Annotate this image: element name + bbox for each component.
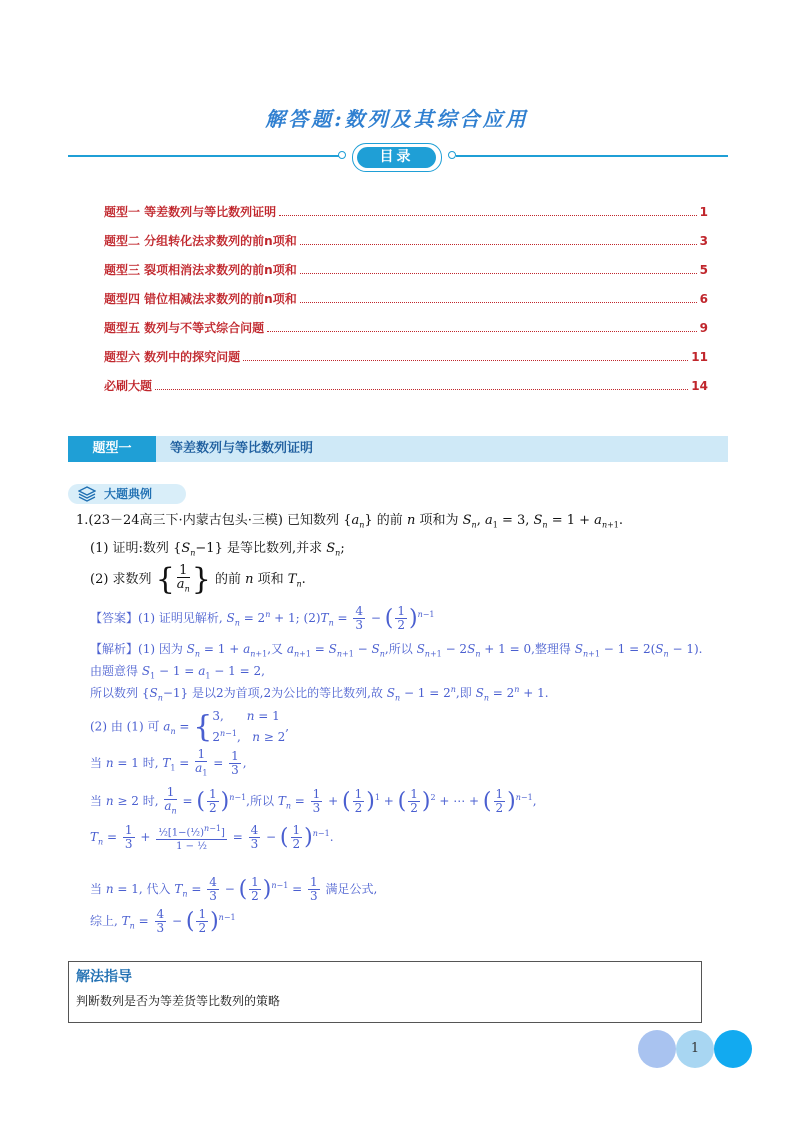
toc-item-label: 题型一 等差数列与等比数列证明: [104, 205, 277, 219]
answer-line: 【答案】(1) 证明见解析, $S_n = 2^n + 1$; $(2)T_n$ = $\frac{4}{3}$ − ( $\frac{1}{2}$ )$^{n-1}$: [90, 604, 435, 632]
toc-item-label: 必刷大题: [104, 379, 153, 393]
solution-line: 所以数列 $\{S_n-1\}$ 是以2为首项,2为公比的等比数列,故 $S_n - 1 = 2^n$,即 $S_n = 2^n + 1$.: [90, 685, 549, 703]
toc-item[interactable]: [104, 377, 708, 397]
toc-leader-dots: [300, 293, 697, 303]
solution-line: 由题意得 $S_1 - 1 = a_1 - 1 = 2$,: [90, 664, 265, 681]
solution-text: 代入: [146, 882, 171, 896]
solution-text: 时,: [142, 756, 159, 771]
toc-item-page: 3: [699, 234, 708, 248]
solution-line: 综上, $T_n$ = $\frac{4}{3}$ − ( $\frac{1}{2}$ )$^{n-1}$: [90, 907, 236, 935]
problem-text: (1) 证明:数列: [90, 541, 169, 556]
analysis-line: 【解析】(1) 因为 $S_n = 1 + a_{n+1}$,又 $a_{n+1} = S_{n+1} - S_n$,所以 $S_{n+1} - 2S_n + 1 = 0$,整理得 $S_{n+1} - 1 = 2(S_n - 1)$.: [90, 642, 703, 659]
solution-line: 当 n = 1, 代入 $T_n$ = $\frac{4}{3}$ − ( $\frac{1}{2}$ )$^{n-1}$ = $\frac{1}{3}$ 满足公式,: [90, 875, 378, 903]
toc-item-page: 5: [699, 263, 708, 277]
method-title: 解法指导: [76, 969, 132, 985]
section-tag: 题型一: [68, 436, 156, 462]
toc-item[interactable]: [104, 261, 708, 281]
problem-part-1: (1) 证明:数列 $\{S_n-1\}$ 是等比数列,并求 $S_n$;: [90, 541, 345, 558]
toc-leader-dots: [300, 235, 697, 245]
solution-text: 所以数列: [90, 686, 139, 700]
section-header-bar: [68, 436, 728, 462]
solution-text: 综上,: [90, 914, 118, 928]
solution-text: 当: [90, 794, 103, 809]
problem-text: (2) 求数列: [90, 572, 152, 587]
toc-item[interactable]: [104, 203, 708, 223]
toc-leader-dots: [279, 206, 696, 216]
layers-icon: [78, 486, 96, 502]
analysis-tag: 【解析】: [90, 642, 139, 656]
toc-item[interactable]: [104, 290, 708, 310]
solution-line: 当 n ≥ 2 时, $\frac{1}{a_n}$ = ( $\frac{1}{2}$ )$^{n-1}$,所以 $T_n$ = $\frac{1}{3}$ + ( $\frac{1}{2}$ )$^1$ + ( $\frac{1}{2}$ )$^2$ + ⋯ + ( $\frac{1}{2}$ )$^{n-1}$,: [90, 785, 537, 816]
toc-item[interactable]: [104, 319, 708, 339]
solution-text: (1) 因为: [138, 642, 183, 656]
toc-item-page: 9: [699, 321, 708, 335]
answer-tag: 【答案】: [90, 611, 139, 625]
solution-text: 时,: [142, 794, 159, 809]
toc-item-page: 14: [691, 379, 708, 393]
toc-item-label: 题型六 数列中的探究问题: [104, 350, 241, 364]
solution-text: 由题意得: [90, 664, 139, 678]
toc-item[interactable]: [104, 232, 708, 252]
toc-item[interactable]: [104, 348, 708, 368]
problem-text: 的前: [214, 572, 241, 587]
circle-icon: [338, 151, 346, 159]
toc-item-page: 6: [699, 292, 708, 306]
problem-stem: 1.(23－24高三下·内蒙古包头·三模) 已知数列 $\{a_n\}$ 的前 n 项和为 $S_n$, $a_1 = 3$, $S_n = 1 + a_{n+1}$.: [76, 513, 624, 530]
problem-number: 1.: [76, 513, 89, 528]
solution-text: (2): [303, 611, 321, 625]
solution-text: ,又: [267, 642, 284, 656]
solution-text: ,所以: [384, 642, 413, 656]
toc-item-label: 题型四 错位相减法求数列的前n项和: [104, 292, 297, 306]
toc-item-page: 11: [691, 350, 708, 364]
problem-part-2: (2) 求数列 { $\frac{1}{a_n}$ } 的前 n 项和 $T_n$.: [90, 562, 306, 597]
solution-text: 当: [90, 882, 103, 896]
problem-text: 的前: [376, 513, 403, 528]
solution-text: ,即: [455, 686, 472, 700]
example-label: 大题典例: [104, 487, 153, 501]
problem-source: (23－24高三下·内蒙古包头·三模): [88, 513, 283, 528]
toc-leader-dots: [300, 264, 697, 274]
problem-text: 是等比数列,并求: [226, 541, 323, 556]
solution-line: (2) 由 (1) 可 $a_n = \{3$, n = 1 $2^{n-1}$, n ≥ 2,: [90, 709, 290, 745]
page-title: 解答题:数列及其综合应用: [265, 107, 529, 131]
solution-text: 是以2为首项,2为公比的等比数列,故: [192, 686, 383, 700]
solution-text: ,所以: [246, 794, 274, 809]
page-number: 1: [676, 1030, 714, 1068]
toc-leader-dots: [155, 380, 688, 390]
solution-line: 当 n = 1 时, $T_1$ = $\frac{1}{a_1}$ = $\frac{1}{3}$ ,: [90, 747, 247, 778]
solution-text: (2) 由 (1) 可: [90, 719, 160, 734]
toc-leader-dots: [267, 322, 696, 332]
problem-text: 项和: [257, 572, 284, 587]
solution-text: (1) 证明见解析,: [138, 611, 223, 625]
toc-item-label: 题型五 数列与不等式综合问题: [104, 321, 265, 335]
toc-divider-right: [456, 155, 728, 157]
section-title: 等差数列与等比数列证明: [170, 441, 314, 456]
problem-text: 已知数列: [287, 513, 340, 528]
problem-text: 项和为: [419, 513, 459, 528]
toc-badge: 目录: [357, 147, 436, 168]
solution-text: 当: [90, 756, 103, 771]
solution-line: $T_n$ = $\frac{1}{3}$ + $\frac{\frac{1}{2}[1-(\frac{1}{2})^{n-1}]}{\text{1 − ½}}$ = $\frac{4}{3}$ − ( $\frac{1}{2}$ )$^{n-1}$.: [90, 823, 334, 853]
circle-icon: [448, 151, 456, 159]
toc-item-page: 1: [699, 205, 708, 219]
page-decor-circle: [638, 1030, 676, 1068]
toc-leader-dots: [243, 351, 688, 361]
toc-item-label: 题型二 分组转化法求数列的前n项和: [104, 234, 297, 248]
solution-text: 满足公式,: [325, 882, 378, 896]
solution-text: ,整理得: [531, 642, 571, 656]
method-text: 判断数列是否为等差货等比数列的策略: [76, 994, 281, 1008]
toc-divider-left: [68, 155, 340, 157]
page-decor-circle: [714, 1030, 752, 1068]
toc-item-label: 题型三 裂项相消法求数列的前n项和: [104, 263, 297, 277]
